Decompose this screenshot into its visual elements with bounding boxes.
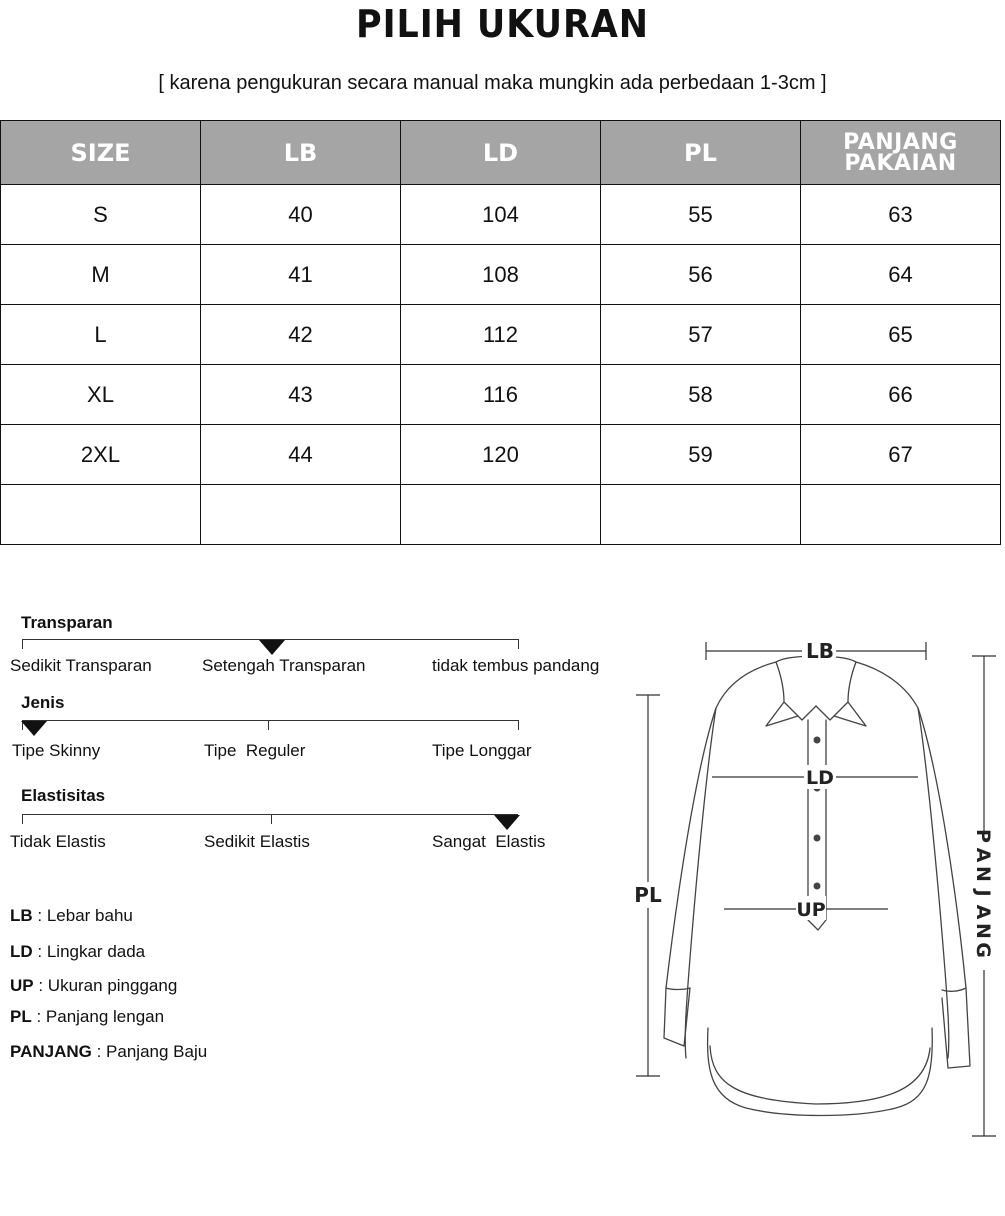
elastisitas-option-2: Sedikit Elastis [204,832,310,851]
table-row [1,305,1001,365]
panjang-letter: N [972,923,994,939]
panjang-letter: G [972,942,994,958]
table-cell: 44 [201,425,401,485]
scale-tick [518,720,519,730]
transparan-option-3: tidak tembus pandang [432,656,600,675]
pl-diagram-label: PL [634,883,662,907]
jenis-selected-marker [21,721,47,736]
table-cell: M [1,245,201,305]
ld-diagram-label: LD [806,767,834,789]
panjang-letter: J [972,889,994,897]
legend-text: : Panjang lengan [31,1007,165,1026]
size-table [0,120,1001,545]
legend-abbr: LD [10,942,33,961]
table-cell: XL [1,365,201,425]
elastisitas-option-1: Tidak Elastis [10,832,106,851]
scale-tick [22,814,23,824]
elastisitas-scale-line [22,814,518,815]
table-cell: 2XL [1,425,201,485]
jenis-option-2: Tipe Reguler [204,741,306,760]
legend-text: : Ukuran pinggang [33,976,178,995]
scale-tick [518,639,519,649]
table-row [1,245,1001,305]
table-cell: 56 [601,245,801,305]
table-cell: 120 [401,425,601,485]
header-lb: LB [201,121,401,185]
legend-item-panjang [10,1042,207,1062]
legend-text: : Panjang Baju [91,1042,208,1061]
transparan-option-1: Sedikit Transparan [10,656,152,675]
table-cell: 57 [601,305,801,365]
table-cell: 67 [801,425,1001,485]
transparan-title: Transparan [21,613,113,632]
legend-item-up [10,976,177,996]
table-cell: 116 [401,365,601,425]
table-cell: 40 [201,185,401,245]
scale-tick [268,720,269,730]
elastisitas-selected-marker [494,815,520,830]
up-diagram-label: UP [796,899,826,921]
table-cell: 42 [201,305,401,365]
table-cell [1,485,201,545]
table-cell: L [1,305,201,365]
table-cell: 63 [801,185,1001,245]
shirt-measurement-diagram [626,628,1005,1140]
scale-tick [22,639,23,649]
legend-item-pl [10,1007,164,1027]
table-row [1,185,1001,245]
header-size: SIZE [1,121,201,185]
jenis-title: Jenis [21,693,65,712]
table-cell: S [1,185,201,245]
table-cell [601,485,801,545]
panjang-letter: N [972,866,994,882]
table-row [1,365,1001,425]
panjang-diagram-label [972,829,994,958]
legend-abbr: LB [10,906,33,925]
page-title: PILIH UKURAN [356,2,649,46]
table-cell [201,485,401,545]
table-cell: 58 [601,365,801,425]
legend-text: : Lingkar dada [32,942,146,961]
legend-text: : Lebar bahu [32,906,133,925]
lb-diagram-label: LB [806,639,834,663]
legend-abbr: PANJANG [10,1042,92,1061]
jenis-scale-line [22,720,518,721]
panjang-letter: A [972,847,994,863]
table-cell: 112 [401,305,601,365]
table-cell [401,485,601,545]
measurement-note: [ karena pengukuran secara manual maka mungkin ada perbedaan 1-3cm ] [158,72,827,94]
elastisitas-title: Elastisitas [21,786,106,805]
elastisitas-option-3: Sangat Elastis [432,832,546,851]
legend-item-ld [10,942,145,962]
legend-item-lb [10,906,133,926]
legend-abbr: UP [10,976,34,995]
table-cell [801,485,1001,545]
table-header-row [1,121,1001,185]
jenis-option-1: Tipe Skinny [12,741,101,760]
table-cell: 55 [601,185,801,245]
transparan-option-2: Setengah Transparan [202,656,366,675]
header-panjang-pakaian: PANJANG PAKAIAN [801,121,1001,185]
transparan-selected-marker [259,640,285,655]
table-cell: 41 [201,245,401,305]
legend-abbr: PL [10,1007,32,1026]
table-cell: 64 [801,245,1001,305]
table-cell: 66 [801,365,1001,425]
table-cell: 108 [401,245,601,305]
table-cell: 59 [601,425,801,485]
table-row-empty [1,485,1001,545]
jenis-option-3: Tipe Longgar [432,741,532,760]
scale-tick [271,814,272,824]
header-ld: LD [401,121,601,185]
panjang-letter: A [972,904,994,920]
table-row [1,425,1001,485]
header-pl: PL [601,121,801,185]
panjang-letter: P [972,829,994,843]
table-cell: 43 [201,365,401,425]
table-cell: 104 [401,185,601,245]
table-cell: 65 [801,305,1001,365]
